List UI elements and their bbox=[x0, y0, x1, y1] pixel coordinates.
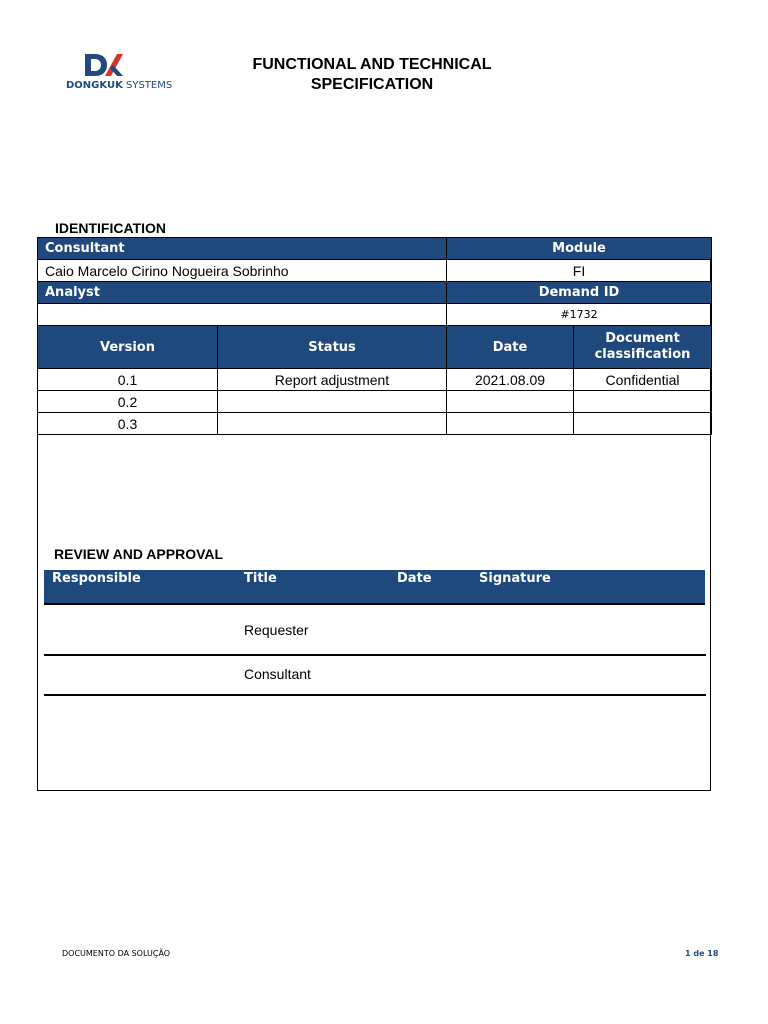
status-cell bbox=[218, 413, 447, 435]
classification-cell bbox=[574, 391, 712, 413]
identification-heading: IDENTIFICATION bbox=[55, 220, 166, 236]
date-column-header: Date bbox=[447, 326, 574, 369]
consultant-value: Caio Marcelo Cirino Nogueira Sobrinho bbox=[38, 260, 447, 282]
table-row bbox=[38, 369, 712, 391]
module-value: FI bbox=[447, 260, 712, 282]
review-approval-heading: REVIEW AND APPROVAL bbox=[54, 546, 224, 562]
dk-logo-mark-icon bbox=[83, 52, 129, 78]
title-column-header: Title bbox=[244, 571, 277, 586]
page-number: 1 de 18 bbox=[685, 949, 719, 958]
classification-cell bbox=[574, 413, 712, 435]
logo-wordmark: DONGKUK SYSTEMS bbox=[66, 80, 173, 91]
version-cell: 0.1 bbox=[38, 369, 218, 391]
title-line-2: SPECIFICATION bbox=[310, 76, 434, 93]
signature-column-header: Signature bbox=[479, 571, 551, 586]
status-cell bbox=[218, 391, 447, 413]
demand-id-label: Demand ID bbox=[447, 282, 712, 304]
document-title bbox=[200, 55, 544, 95]
table-row bbox=[38, 304, 712, 326]
review-header-bar bbox=[44, 570, 705, 605]
date-cell: 2021.08.09 bbox=[447, 369, 574, 391]
consultant-label: Consultant bbox=[38, 238, 447, 260]
consultant-title-cell: Consultant bbox=[244, 666, 311, 682]
footer-document-label: DOCUMENTO DA SOLUÇÃO bbox=[62, 949, 171, 958]
analyst-value bbox=[38, 304, 447, 326]
row-divider bbox=[44, 654, 706, 656]
version-header-row bbox=[38, 326, 712, 369]
row-divider bbox=[44, 694, 706, 696]
status-cell: Report adjustment bbox=[218, 369, 447, 391]
date-cell bbox=[447, 413, 574, 435]
classification-cell: Confidential bbox=[574, 369, 712, 391]
table-row bbox=[38, 238, 712, 260]
module-label: Module bbox=[447, 238, 712, 260]
demand-id-value: #1732 bbox=[447, 304, 712, 326]
table-row bbox=[38, 413, 712, 435]
identification-table bbox=[37, 237, 712, 435]
classification-column-header: Document classification bbox=[574, 326, 712, 369]
version-cell: 0.2 bbox=[38, 391, 218, 413]
requester-title-cell: Requester bbox=[244, 622, 309, 638]
table-row bbox=[38, 282, 712, 304]
table-row bbox=[38, 260, 712, 282]
analyst-label: Analyst bbox=[38, 282, 447, 304]
version-column-header: Version bbox=[38, 326, 218, 369]
date-column-header: Date bbox=[397, 571, 432, 586]
date-cell bbox=[447, 391, 574, 413]
title-line-1: FUNCTIONAL AND TECHNICAL bbox=[252, 56, 492, 73]
company-logo bbox=[66, 52, 173, 94]
version-cell: 0.3 bbox=[38, 413, 218, 435]
table-row bbox=[38, 391, 712, 413]
status-column-header: Status bbox=[218, 326, 447, 369]
responsible-column-header: Responsible bbox=[52, 571, 141, 586]
